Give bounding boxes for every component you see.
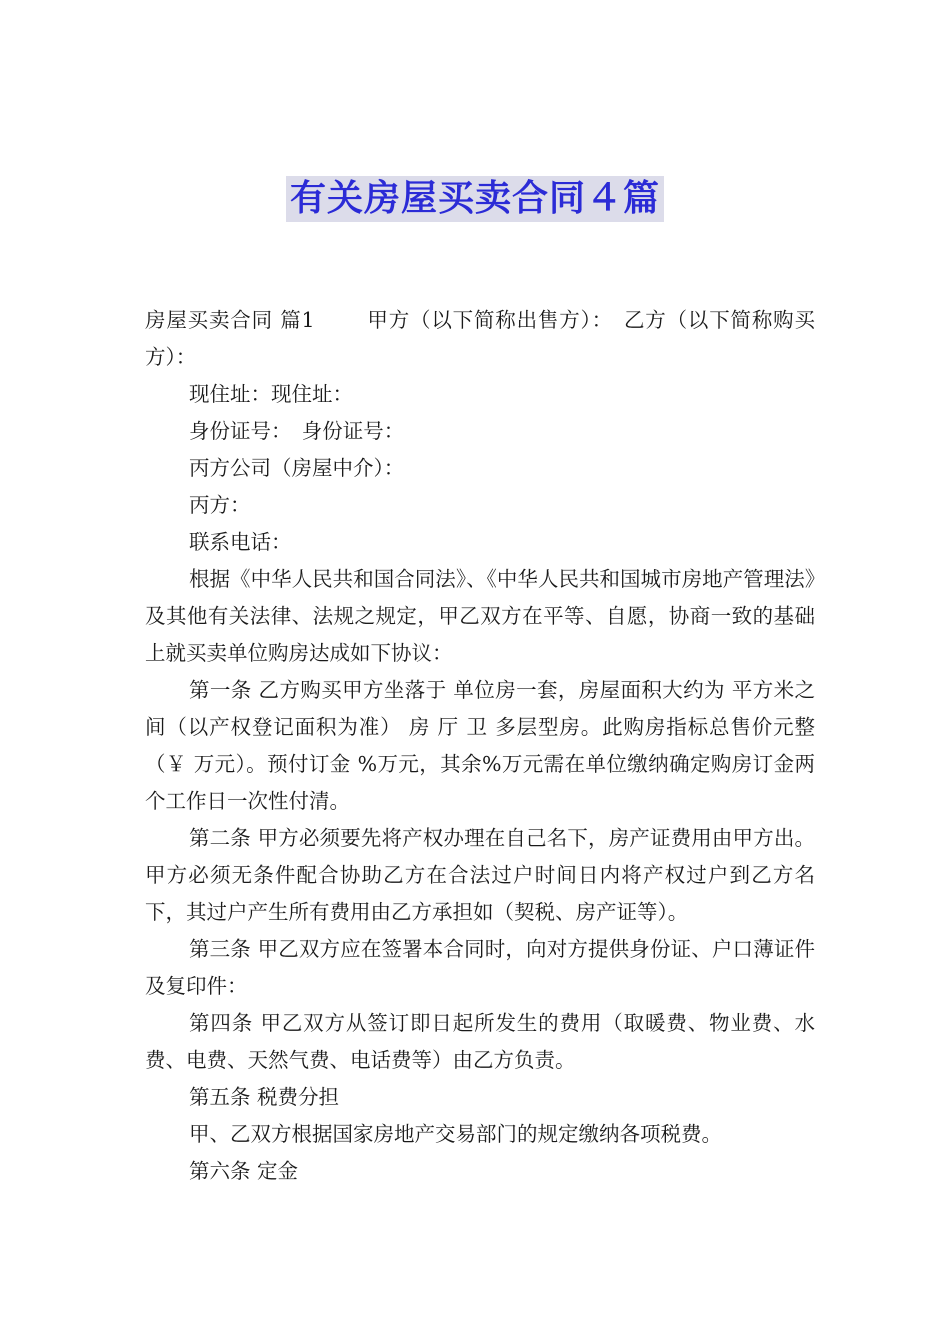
article-1: 第一条 乙方购买甲方坐落于 单位房一套，房屋面积大约为 平方米之间（以产权登记面积为准） 房 厅 卫 多层型房。此购房指标总售价元整（￥ 万元）。预付订金 %万元，其余%万元需在单位缴纳确定购房订金两个工作日一次性付清。 bbox=[145, 678, 815, 813]
phone-line: 联系电话： bbox=[189, 530, 292, 554]
intro-paragraph bbox=[145, 302, 815, 376]
article-3: 第三条 甲乙双方应在签署本合同时，向对方提供身份证、户口薄证件及复印件： bbox=[145, 937, 815, 998]
document-title: 有关房屋买卖合同４篇 bbox=[286, 176, 664, 222]
party-c-line: 丙方： bbox=[189, 493, 251, 517]
article-6-heading: 第六条 定金 bbox=[189, 1159, 299, 1183]
article-4: 第四条 甲乙双方从签订即日起所发生的费用（取暖费、物业费、水费、电费、天然气费、电话费等）由乙方负责。 bbox=[145, 1011, 815, 1072]
id-number-line: 身份证号： 身份证号： bbox=[189, 419, 405, 443]
article-5-text: 甲、乙双方根据国家房地产交易部门的规定缴纳各项税费。 bbox=[189, 1122, 722, 1146]
document-body bbox=[145, 302, 815, 1190]
title-container bbox=[0, 176, 950, 222]
article-5-heading: 第五条 税费分担 bbox=[189, 1085, 340, 1109]
agency-line: 丙方公司（房屋中介）： bbox=[189, 456, 405, 480]
preamble-paragraph: 根据《中华人民共和国合同法》、《中华人民共和国城市房地产管理法》及其他有关法律、法规之规定，甲乙双方在平等、自愿，协商一致的基础上就买卖单位购房达成如下协议： bbox=[145, 567, 815, 665]
address-line: 现住址：现住址： bbox=[189, 382, 353, 406]
section-label: 房屋买卖合同 篇1 bbox=[145, 308, 315, 332]
article-2: 第二条 甲方必须要先将产权办理在自己名下，房产证费用由甲方出。甲方必须无条件配合协助乙方在合法过户时间日内将产权过户到乙方名下，其过户产生所有费用由乙方承担如（契税、房产证等）。 bbox=[145, 826, 815, 924]
intro-text: 甲方（以下简称出售方）： 乙方（以下简称购买方）： bbox=[145, 308, 815, 369]
